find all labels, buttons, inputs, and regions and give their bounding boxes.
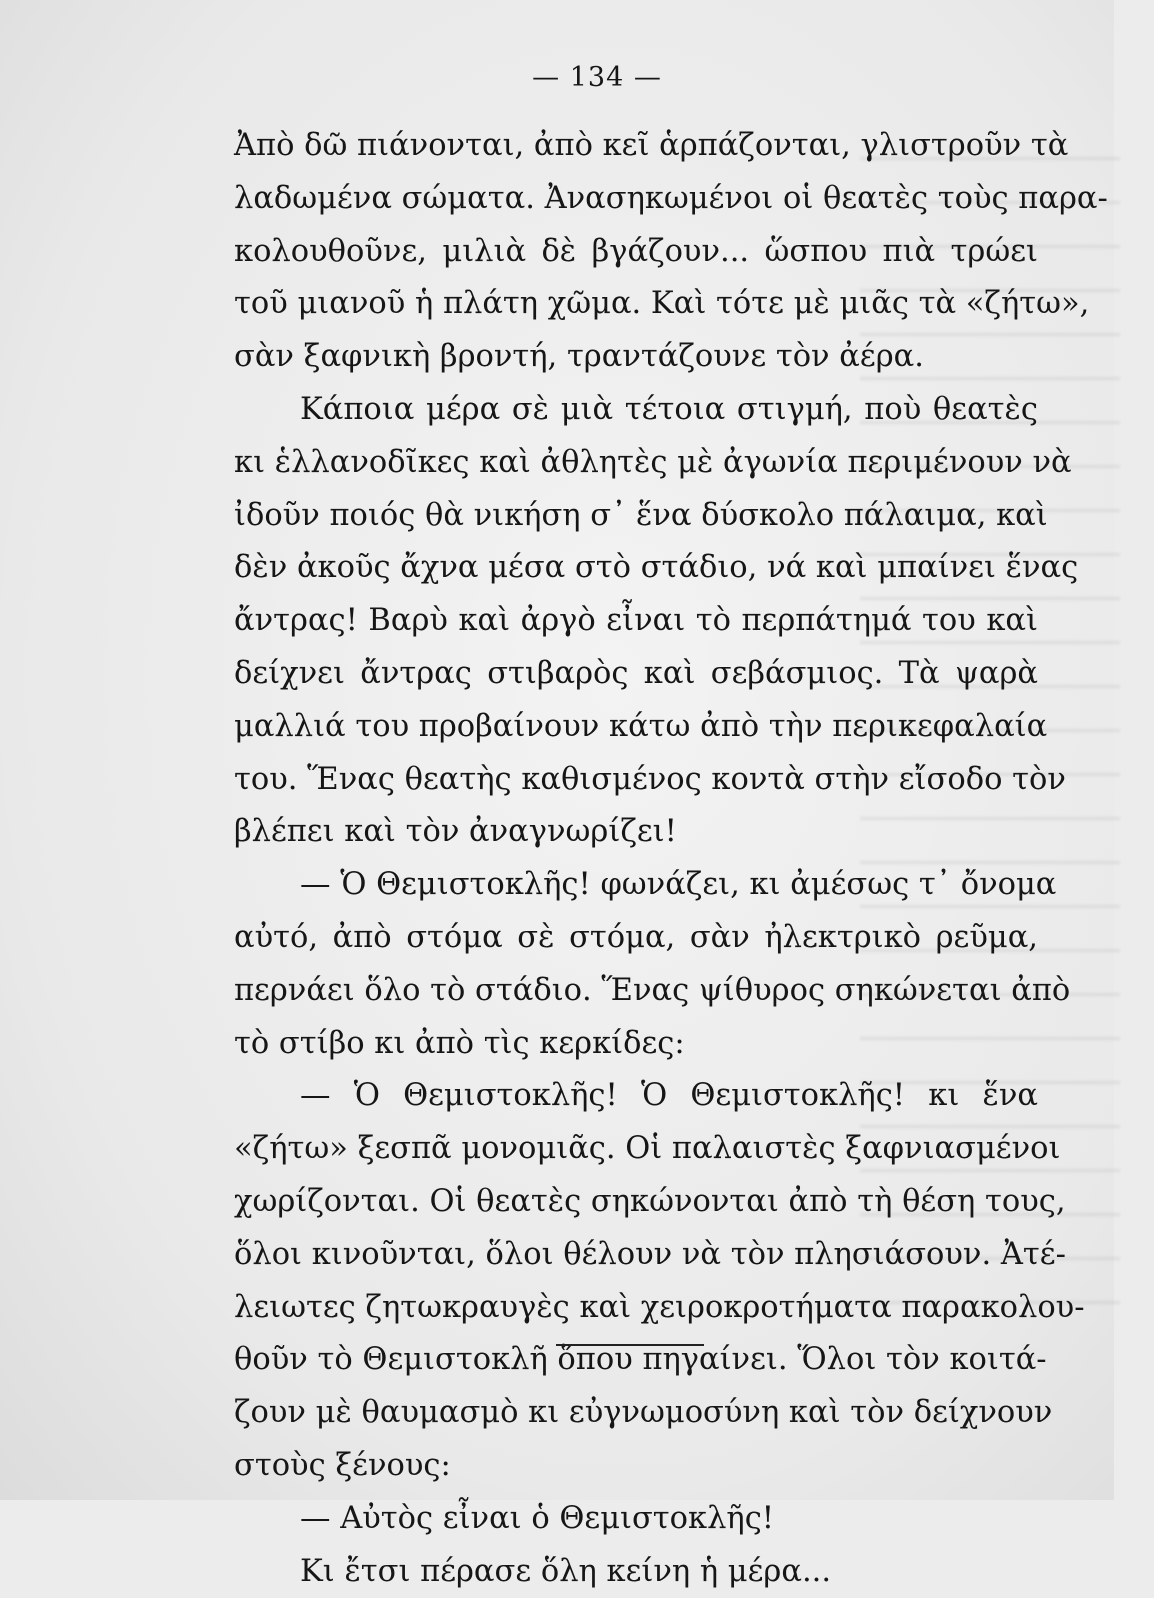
text-line: ὅλοι κινοῦνται, ὅλοι θέλουν νὰ τὸν πλησιάσουν. Ἀτέ- xyxy=(234,1236,1066,1272)
text-line: Κάποια μέρα σὲ μιὰ τέτοια στιγμή, ποὺ θεατὲς xyxy=(300,391,1038,427)
text-line: τοῦ μιανοῦ ἡ πλάτη χῶμα. Καὶ τότε μὲ μιᾶς τὰ «ζήτω», xyxy=(234,286,1090,322)
text-line: — Αὐτὸς εἶναι ὁ Θεμιστοκλῆς! xyxy=(300,1500,775,1536)
text-line: κολουθοῦνε, μιλιὰ δὲ βγάζουν... ὥσπου πιὰ τρώει xyxy=(234,233,1038,269)
text-line: — Ὁ Θεμιστοκλῆς! Ὁ Θεμιστοκλῆς! κι ἕνα xyxy=(300,1078,1038,1114)
text-line: αὐτό, ἀπὸ στόμα σὲ στόμα, σὰν ἠλεκτρικὸ ρεῦμα, xyxy=(234,919,1038,955)
text-line: — Ὁ Θεμιστοκλῆς! φωνάζει, κι ἀμέσως τ᾽ ὄνομα xyxy=(300,867,1057,903)
text-line: δείχνει ἄντρας στιβαρὸς καὶ σεβάσμιος. Τὰ ψαρὰ xyxy=(234,655,1038,691)
text-line: χωρίζονται. Οἱ θεατὲς σηκώνονται ἀπὸ τὴ θέση τους, xyxy=(234,1183,1066,1219)
text-line: «ζήτω» ξεσπᾶ μονομιᾶς. Οἱ παλαιστὲς ξαφνιασμένοι xyxy=(234,1131,1061,1167)
text-line: στοὺς ξένους: xyxy=(234,1447,451,1483)
text-line: ἰδοῦν ποιός θὰ νικήση σ᾽ ἕνα δύσκολο πάλαιμα, καὶ xyxy=(234,497,1048,533)
text-line: βλέπει καὶ τὸν ἀναγνωρίζει! xyxy=(234,814,677,850)
text-line: δὲν ἀκοῦς ἄχνα μέσα στὸ στάδιο, νά καὶ μπαίνει ἕνας xyxy=(234,550,1079,586)
text-line: Κι ἔτσι πέρασε ὅλη κείνη ἡ μέρα... xyxy=(300,1553,832,1589)
text-line: περνάει ὅλο τὸ στάδιο. Ἕνας ψίθυρος σηκώνεται ἀπὸ xyxy=(234,972,1071,1008)
body-text xyxy=(234,120,1108,1598)
text-line: ζουν μὲ θαυμασμὸ κι εὐγνωμοσύνη καὶ τὸν δείχνουν xyxy=(234,1395,1053,1431)
text-line: σὰν ξαφνικὴ βροντή, τραντάζουνε τὸν ἀέρα. xyxy=(234,339,924,375)
text-line: κι ἑλλανοδῖκες καὶ ἀθλητὲς μὲ ἀγωνία περιμένουν νὰ xyxy=(234,444,1072,480)
page-number: — 134 — xyxy=(532,62,662,93)
text-line: τὸ στίβο κι ἀπὸ τὶς κερκίδες: xyxy=(234,1025,685,1061)
text-line: θοῦν τὸ Θεμιστοκλῆ ὅπου πηγαίνει. Ὅλοι τὸν κοιτά- xyxy=(234,1342,1047,1378)
text-line: του. Ἕνας θεατὴς καθισμένος κοντὰ στὴν εἴσοδο τὸν xyxy=(234,761,1066,797)
end-rule xyxy=(556,1344,704,1346)
text-line: λαδωμένα σώματα. Ἀνασηκωμένοι οἱ θεατὲς τοὺς παρα- xyxy=(234,180,1108,216)
text-line: Ἀπὸ δῶ πιάνονται, ἀπὸ κεῖ ἁρπάζονται, γλιστροῦν τὰ xyxy=(234,128,1069,163)
text-line: λειωτες ζητωκραυγὲς καὶ χειροκροτήματα παρακολου- xyxy=(234,1289,1085,1325)
text-line: μαλλιά του προβαίνουν κάτω ἀπὸ τὴν περικεφαλαία xyxy=(234,708,1048,744)
text-line: ἄντρας! Βαρὺ καὶ ἀργὸ εἶναι τὸ περπάτημά του καὶ xyxy=(234,603,1038,639)
